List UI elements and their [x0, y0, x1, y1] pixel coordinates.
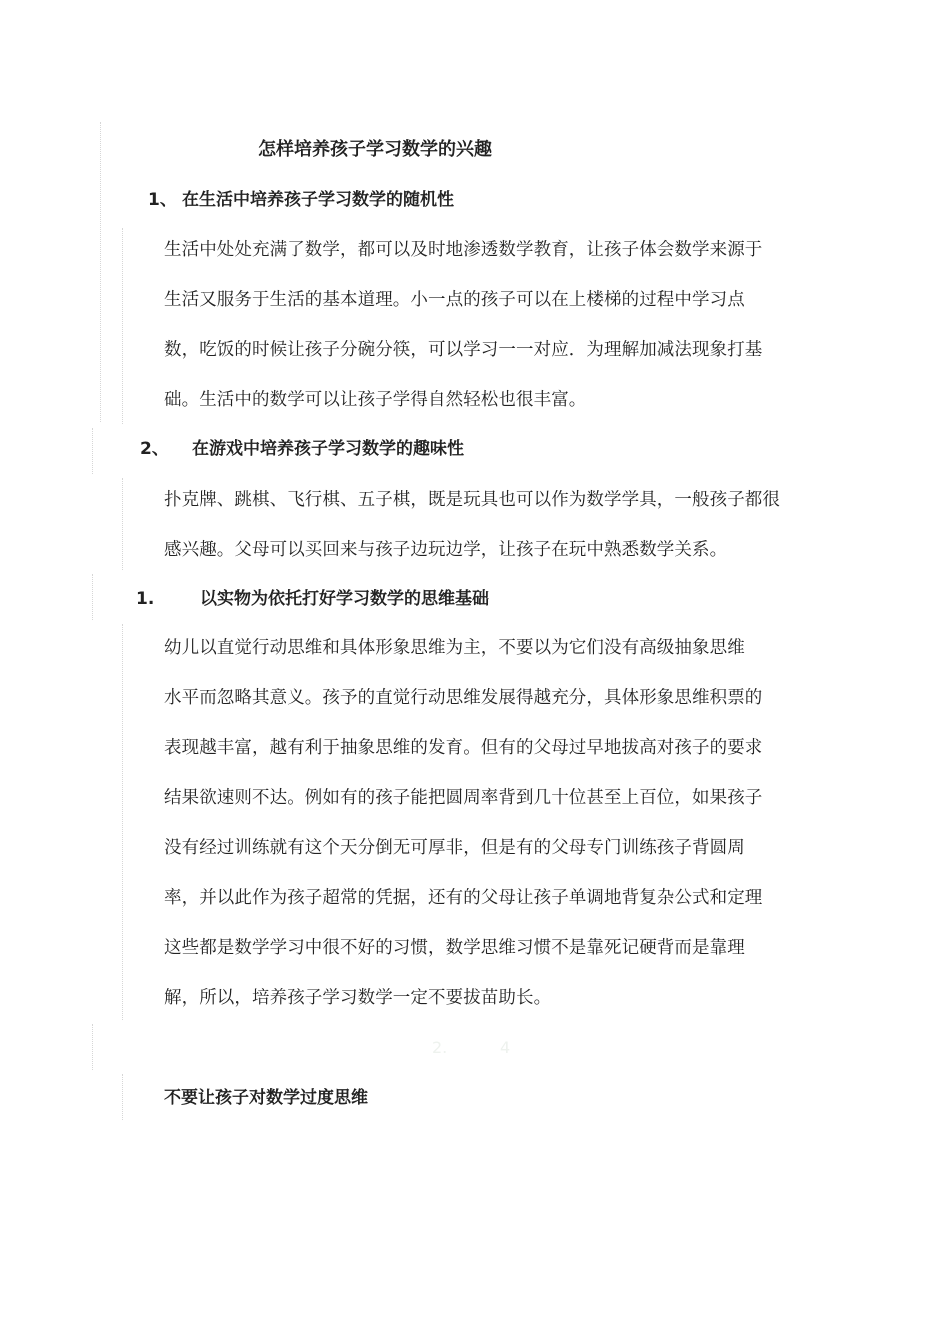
- section-number: 2、: [140, 439, 169, 459]
- paragraph-line: 生活中处处充满了数学，都可以及时地渗透数学教育，让孩子体会数学来源于: [164, 240, 763, 260]
- section-heading-text: 以实物为依托打好学习数学的思维基础: [200, 589, 489, 609]
- section-heading-text: 在游戏中培养孩子学习数学的趣味性: [192, 439, 464, 459]
- paragraph-line: 幼儿以直觉行动思维和具体形象思维为主，不要以为它们没有高级抽象思维: [164, 638, 745, 658]
- page-title: 怎样培养孩子学习数学的兴趣: [258, 139, 492, 160]
- section-heading-2: [140, 435, 464, 463]
- section-number: 1.: [136, 589, 155, 609]
- final-heading: 不要让孩子对数学过度思维: [164, 1088, 368, 1108]
- margin-guide: [92, 574, 93, 620]
- section-paragraph-1: [164, 236, 814, 436]
- paragraph-line: 水平而忽略其意义。孩予的直觉行动思维发展得越充分，具体形象思维积票的: [164, 688, 763, 708]
- paragraph-line: 感兴趣。父母可以买回来与孩子边玩边学，让孩子在玩中熟悉数学关系。: [164, 540, 728, 560]
- faint-mark: 2.: [432, 1038, 448, 1057]
- section-heading-3: [136, 585, 489, 613]
- section-number: 1、: [148, 190, 177, 210]
- paragraph-line: 率，并以此作为孩子超常的凭据，还有的父母让孩子单调地背复杂公式和定理: [164, 888, 763, 908]
- section-heading-1: [148, 186, 454, 214]
- margin-guide: [100, 122, 101, 422]
- paragraph-line: 生活又服务于生活的基本道理。小一点的孩子可以在上楼梯的过程中学习点: [164, 290, 745, 310]
- margin-guide: [92, 428, 93, 474]
- margin-guide: [122, 478, 123, 570]
- margin-guide: [122, 624, 123, 1020]
- paragraph-line: 结果欲速则不达。例如有的孩子能把圆周率背到几十位甚至上百位，如果孩子: [164, 788, 763, 808]
- faint-mark: 4: [500, 1038, 511, 1057]
- section-paragraph-2: [164, 486, 814, 586]
- paragraph-line: 表现越丰富，越有利于抽象思维的发育。但有的父母过早地拔高对孩子的要求: [164, 738, 763, 758]
- margin-guide: [122, 228, 123, 424]
- paragraph-line: 础。生活中的数学可以让孩子学得自然轻松也很丰富。: [164, 390, 587, 410]
- section-paragraph-3: [164, 634, 814, 1034]
- margin-guide: [122, 1074, 123, 1120]
- section-heading-text: 在生活中培养孩子学习数学的随机性: [182, 190, 454, 210]
- paragraph-line: 这些都是数学学习中很不好的习惯，数学思维习惯不是靠死记硬背而是靠理: [164, 938, 745, 958]
- paragraph-line: 数，吃饭的时候让孩子分碗分筷，可以学习一一对应．为理解加减法现象打基: [164, 340, 763, 360]
- paragraph-line: 没有经过训练就有这个天分倒无可厚非，但是有的父母专门训练孩子背圆周: [164, 838, 745, 858]
- paragraph-line: 扑克牌、跳棋、飞行棋、五子棋，既是玩具也可以作为数学学具，一般孩子都很: [164, 490, 780, 510]
- paragraph-line: 解，所以，培养孩子学习数学一定不要拔苗助长。: [164, 988, 552, 1008]
- margin-guide: [92, 1024, 93, 1070]
